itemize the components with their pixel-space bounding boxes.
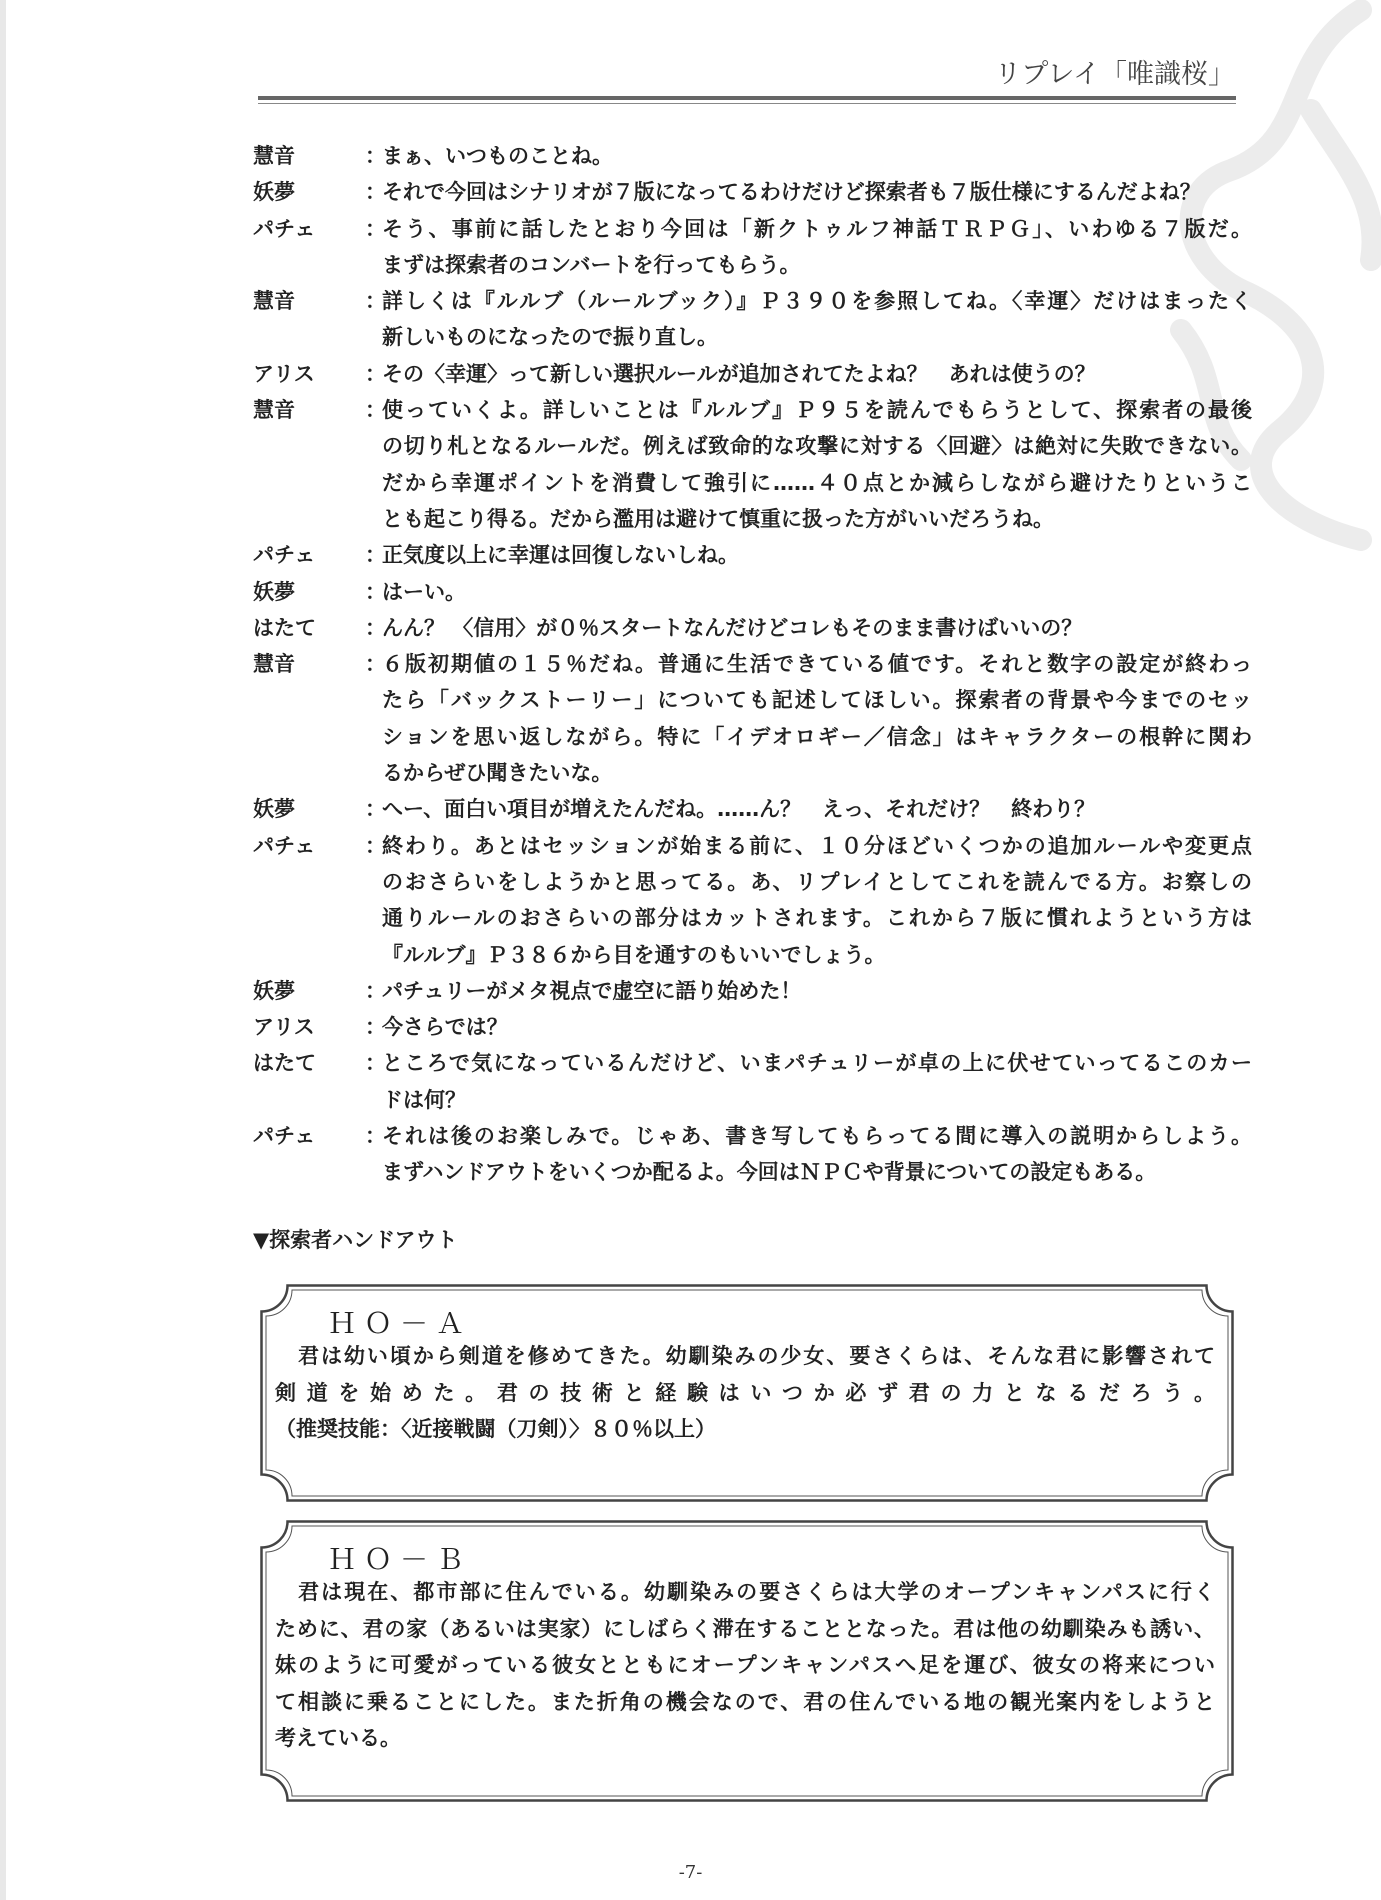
header-rule-thin [258, 103, 1236, 104]
dialogue-line [253, 428, 1253, 464]
dialogue-line [253, 1045, 1253, 1081]
dialogue-text: まぁ、いつものことね。 [382, 144, 613, 168]
speaker-name: 妖夢 [253, 797, 295, 822]
speaker-colon: ： [365, 1015, 386, 1040]
dialogue-text: 終わり。あとはセッションが始まる前に、１０分ほどいくつかの追加ルールや変更点 [382, 833, 1252, 858]
dialogue-text: その〈幸運〉って新しい選択ルールが追加されてたよね？ あれは使うの？ [382, 361, 1096, 386]
handout-text-line: 君は幼い頃から剣道を修めてきた。幼馴染みの少女、要さくらは、そんな君に影響されて [275, 1344, 1215, 1368]
speaker-colon: ： [365, 180, 386, 205]
dialogue-line [253, 138, 1253, 174]
dialogue-line [253, 174, 1253, 210]
dialogue-line [253, 1154, 1253, 1190]
dialogue-line [253, 791, 1253, 827]
handout-text-line: 剣道を始めた。君の技術と経験はいつか必ず君の力となるだろう。 [275, 1380, 1215, 1405]
running-header-title: リプレイ「唯識桜」 [994, 59, 1235, 90]
dialogue-text: 今さらでは？ [382, 1015, 508, 1040]
speaker-name: 妖夢 [253, 978, 295, 1003]
dialogue-line [253, 501, 1253, 537]
speaker-name [253, 428, 365, 464]
dialogue-text: の切り札となるルールだ。例えば致命的な攻撃に対する〈回避〉は絶対に失敗できない。 [382, 434, 1252, 459]
speaker-colon: ： [365, 1124, 386, 1149]
dialogue-line [253, 755, 1253, 791]
dialogue-text: 通りルールのおさらいの部分はカットされます。これから７版に慣れようという方は [382, 906, 1252, 931]
dialogue-text: ションを思い返しながら。特に「イデオロギー／信念」はキャラクターの根幹に関わ [382, 724, 1252, 749]
handout-title: ＨＯ－Ａ [328, 1307, 473, 1340]
page-number: -7- [678, 1862, 703, 1883]
dialogue-line [253, 537, 1253, 573]
dialogue-line [253, 1009, 1253, 1045]
speaker-name: 妖夢 [253, 180, 295, 205]
speaker-colon [365, 319, 382, 355]
speaker-colon: ： [365, 833, 386, 858]
handout-title: ＨＯ－Ｂ [328, 1543, 473, 1576]
dialogue-line [253, 247, 1253, 283]
dialogue-text: パチュリーがメタ視点で虚空に語り始めた！ [382, 978, 802, 1003]
dialogue-line [253, 1082, 1253, 1118]
speaker-colon: ： [365, 289, 386, 314]
speaker-colon: ： [365, 615, 386, 640]
speaker-name: パチェ [253, 1124, 316, 1149]
speaker-name: 慧音 [253, 398, 295, 423]
speaker-name [253, 864, 365, 900]
speaker-colon: ： [365, 398, 386, 423]
dialogue-line [253, 610, 1253, 646]
speaker-colon [365, 1154, 382, 1190]
dialogue-text: だから幸運ポイントを消費して強引に……４０点とか減らしながら避けたりというこ [382, 470, 1252, 495]
dialogue-line [253, 719, 1253, 755]
speaker-colon [365, 864, 382, 900]
header-rule-thick [258, 96, 1236, 100]
dialogue-text: んん？ 〈信用〉が０％スタートなんだけどコレもそのまま書けばいいの？ [382, 615, 1083, 640]
speaker-name: パチェ [253, 543, 316, 568]
speaker-name [253, 719, 365, 755]
dialogue-text: のおさらいをしようかと思ってる。あ、リプレイとしてこれを読んでる方。お察しの [382, 869, 1252, 894]
dialogue-text: ６版初期値の１５％だね。普通に生活できている値です。それと数字の設定が終わっ [382, 652, 1252, 677]
speaker-name [253, 682, 365, 718]
dialogue-text: まずハンドアウトをいくつか配るよ。今回はＮＰＣや背景についての設定もある。 [382, 1160, 1157, 1185]
speaker-colon [365, 501, 382, 537]
speaker-name [253, 465, 365, 501]
dialogue-line [253, 392, 1253, 428]
dialogue-line [253, 574, 1253, 610]
speaker-colon [365, 937, 382, 973]
speaker-name [253, 900, 365, 936]
dialogue-text: へー、面白い項目が増えたんだね。……ん？ えっ、それだけ？ 終わり？ [382, 797, 1096, 822]
dialogue-text: 使っていくよ。詳しいことは『ルルブ』Ｐ９５を読んでもらうとして、探索者の最後 [382, 398, 1252, 423]
dialogue-text: そう、事前に話したとおり今回は「新クトゥルフ神話ＴＲＰＧ」、いわゆる７版だ。 [382, 216, 1252, 241]
speaker-colon [365, 682, 382, 718]
speaker-colon [365, 1082, 382, 1118]
speaker-name: 慧音 [253, 144, 295, 168]
speaker-colon [365, 428, 382, 464]
dialogue-line [253, 937, 1253, 973]
dialogue-text: それは後のお楽しみで。じゃあ、書き写してもらってる間に導入の説明からしよう。 [382, 1124, 1252, 1149]
dialogue-text: はーい。 [382, 579, 466, 604]
speaker-colon [365, 900, 382, 936]
dialogue-line [253, 283, 1253, 319]
speaker-name: パチェ [253, 216, 316, 241]
dialogue-text: ドは何？ [382, 1087, 466, 1112]
speaker-colon [365, 755, 382, 791]
handout-box-a [260, 1284, 1234, 1502]
speaker-name [253, 1154, 365, 1190]
dialogue-line [253, 828, 1253, 864]
speaker-colon: ： [365, 978, 386, 1003]
dialogue-text: 詳しくは『ルルブ（ルールブック）』Ｐ３９０を参照してね。〈幸運〉だけはまったく [382, 289, 1252, 314]
dialogue-line [253, 356, 1253, 392]
dialogue-line [253, 864, 1253, 900]
speaker-colon: ： [365, 797, 386, 822]
speaker-colon: ： [365, 579, 386, 604]
speaker-colon: ： [365, 652, 386, 677]
speaker-name: 慧音 [253, 652, 295, 677]
speaker-name [253, 319, 365, 355]
handout-body [275, 1338, 1215, 1448]
handout-text-line: ために、君の家（あるいは実家）にしばらく滞在することとなった。君は他の幼馴染みも誘い、 [275, 1616, 1215, 1641]
speaker-name: アリス [253, 1015, 315, 1040]
speaker-colon: ： [365, 1051, 386, 1076]
speaker-name [253, 755, 365, 791]
dialogue-text: るからぜひ聞きたいな。 [382, 761, 613, 786]
handout-section-heading: ▼探索者ハンドアウト [253, 1228, 458, 1252]
dialogue-text: ところで気になっているんだけど、いまパチュリーが卓の上に伏せていってるこのカー [382, 1051, 1252, 1076]
speaker-colon: ： [365, 144, 386, 168]
dialogue-text: 正気度以上に幸運は回復しないしね。 [382, 543, 739, 568]
dialogue-line [253, 973, 1253, 1009]
speaker-colon [365, 719, 382, 755]
handout-text-line: 考えている。 [275, 1726, 401, 1750]
speaker-name: アリス [253, 361, 315, 386]
handout-text-line: て相談に乗ることにした。また折角の機会なので、君の住んでいる地の観光案内をしようと [275, 1689, 1215, 1714]
speaker-name [253, 1082, 365, 1118]
speaker-name [253, 501, 365, 537]
speaker-name: はたて [253, 1051, 316, 1076]
speaker-name: はたて [253, 615, 316, 640]
dialogue-line [253, 646, 1253, 682]
speaker-colon [365, 465, 382, 501]
dialogue-line [253, 900, 1253, 936]
handout-text-line: 妹のように可愛がっている彼女とともにオープンキャンパスへ足を運び、彼女の将来につい [275, 1653, 1215, 1677]
speaker-colon: ： [365, 543, 386, 568]
dialogue-line [253, 319, 1253, 355]
speaker-name: 妖夢 [253, 579, 295, 604]
dialogue-text: まずは探索者のコンバートを行ってもらう。 [382, 252, 801, 277]
speaker-name: 慧音 [253, 289, 295, 314]
handout-text-line: 君は現在、都市部に住んでいる。幼馴染みの要さくらは大学のオープンキャンパスに行く [275, 1580, 1215, 1604]
speaker-colon: ： [365, 216, 386, 241]
dialogue-line [253, 1118, 1253, 1154]
speaker-name: パチェ [253, 833, 316, 858]
dialogue-list [253, 138, 1253, 1191]
dialogue-text: たら「バックストーリー」についても記述してほしい。探索者の背景や今までのセッ [382, 688, 1252, 713]
speaker-colon: ： [365, 361, 386, 386]
page-edge [0, 0, 6, 1900]
handout-text-line: （推奨技能：〈近接戦闘（刀剣）〉８０％以上） [275, 1417, 716, 1441]
dialogue-text: 『ルルブ』Ｐ３８６から目を通すのもいいでしょう。 [382, 942, 886, 967]
speaker-name [253, 247, 365, 283]
speaker-name [253, 937, 365, 973]
dialogue-line [253, 211, 1253, 247]
handout-body [275, 1574, 1215, 1757]
dialogue-line [253, 682, 1253, 718]
dialogue-text: それで今回はシナリオが７版になってるわけだけど探索者も７版仕様にするんだよね？ [382, 180, 1201, 205]
handout-box-b [260, 1520, 1234, 1802]
dialogue-text: 新しいものになったので振り直し。 [382, 325, 718, 350]
speaker-colon [365, 247, 382, 283]
dialogue-line [253, 465, 1253, 501]
dialogue-text: とも起こり得る。だから濫用は避けて慎重に扱った方がいいだろうね。 [382, 506, 1054, 531]
